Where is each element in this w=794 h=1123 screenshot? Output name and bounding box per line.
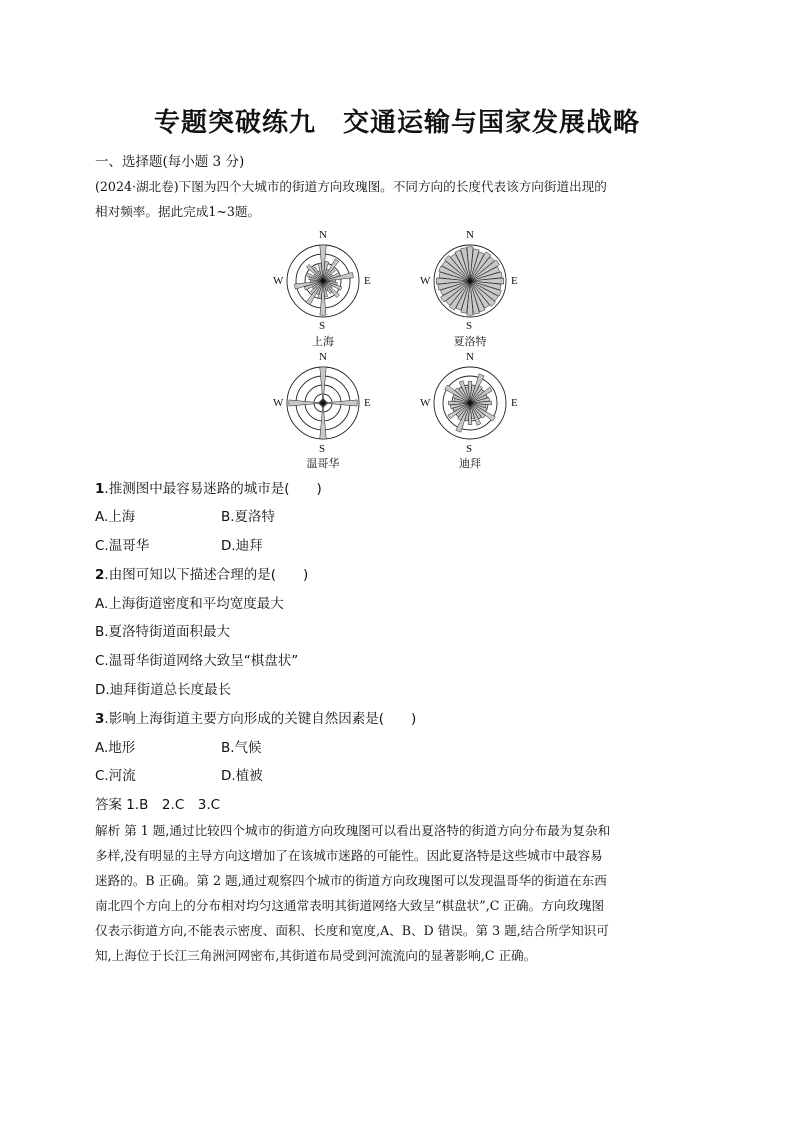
west-label: W [420, 397, 431, 409]
option-2b[interactable]: B.夏洛特街道面积最大 [95, 624, 231, 640]
explanation-line: 仅表示街道方向,不能表示密度、面积、长度和宽度,A、B、D 错误。第 3 题,结合所学知识可 [95, 923, 609, 938]
rose-vancouver [284, 364, 362, 442]
rose-petal [323, 400, 357, 406]
intro-text [95, 174, 695, 224]
option-3a[interactable]: A.地形 [95, 740, 136, 756]
rose-diagram [431, 242, 509, 320]
rose-dubai [431, 364, 509, 442]
rose-center [468, 279, 472, 283]
page-title: 专题突破练九 交通运输与国家发展战略 [153, 108, 640, 138]
east-label: E [511, 275, 518, 287]
east-label: E [511, 397, 518, 409]
east-label: E [364, 397, 371, 409]
rose-diagram [431, 364, 509, 442]
west-label: W [273, 275, 284, 287]
question-number: 1 [95, 481, 105, 497]
south-label: S [319, 443, 326, 455]
option-1b[interactable]: B.夏洛特 [221, 509, 276, 525]
question-number: 2 [95, 567, 105, 583]
question-1 [95, 477, 322, 497]
rose-center [321, 401, 325, 405]
north-label: N [466, 229, 474, 241]
rose-petal [289, 400, 323, 406]
rose-center [321, 279, 325, 283]
question-text: .由图可知以下描述合理的是( ) [104, 567, 309, 583]
question-number: 3 [95, 711, 105, 727]
north-label: N [319, 351, 327, 363]
explanation-line: 南北四个方向上的分布相对均匀这通常表明其街道网络大致呈“棋盘状”,C 正确。方向玫瑰图 [95, 898, 605, 913]
explanation-line: 迷路的。B 正确。第 2 题,通过观察四个城市的街道方向玫瑰图可以发现温哥华的街道在东西 [95, 873, 607, 888]
option-1c[interactable]: C.温哥华 [95, 538, 150, 554]
south-label: S [466, 320, 473, 332]
rose-charlotte [431, 242, 509, 320]
option-1d[interactable]: D.迪拜 [221, 538, 263, 554]
explanation-line: 多样,没有明显的主导方向这增加了在该城市迷路的可能性。因此夏洛特是这些城市中最容易 [95, 848, 603, 863]
intro-line-2: 相对频率。据此完成1~3题。 [95, 204, 261, 219]
west-label: W [420, 275, 431, 287]
question-text: .推测图中最容易迷路的城市是( ) [104, 481, 322, 497]
south-label: S [466, 443, 473, 455]
east-label: E [364, 275, 371, 287]
rose-diagram [284, 242, 362, 320]
question-text: .影响上海街道主要方向形成的关键自然因素是( ) [104, 711, 417, 727]
north-label: N [466, 351, 474, 363]
answer-line: 答案 1.B 2.C 3.C [95, 797, 221, 813]
city-label-dubai: 迪拜 [459, 457, 481, 470]
city-label-charlotte: 夏洛特 [453, 335, 487, 348]
city-label-shanghai: 上海 [312, 335, 334, 348]
option-3c[interactable]: C.河流 [95, 768, 136, 784]
option-2d[interactable]: D.迪拜街道总长度最长 [95, 682, 232, 698]
rose-diagram [284, 364, 362, 442]
option-1a[interactable]: A.上海 [95, 509, 136, 525]
rose-center [468, 401, 472, 405]
intro-line-1: (2024·湖北卷)下图为四个大城市的街道方向玫瑰图。不同方向的长度代表该方向街道出现的 [95, 179, 607, 194]
city-label-vancouver: 温哥华 [306, 457, 340, 470]
explanation-line: 知,上海位于长江三角洲河网密布,其街道布局受到河流流向的显著影响,C 正确。 [95, 948, 537, 963]
south-label: S [319, 320, 326, 332]
explanation [95, 818, 695, 968]
rose-shanghai [284, 242, 362, 320]
option-2a[interactable]: A.上海街道密度和平均宽度最大 [95, 596, 284, 612]
question-2 [95, 563, 308, 583]
option-3d[interactable]: D.植被 [221, 768, 263, 784]
question-3 [95, 707, 416, 727]
west-label: W [273, 397, 284, 409]
option-3b[interactable]: B.气候 [221, 740, 262, 756]
option-2c[interactable]: C.温哥华街道网络大致呈“棋盘状” [95, 653, 299, 669]
section-heading: 一、选择题(每小题 3 分) [95, 154, 245, 170]
north-label: N [319, 229, 327, 241]
explanation-line: 解析 第 1 题,通过比较四个城市的街道方向玫瑰图可以看出夏洛特的街道方向分布最为复杂和 [95, 823, 611, 838]
